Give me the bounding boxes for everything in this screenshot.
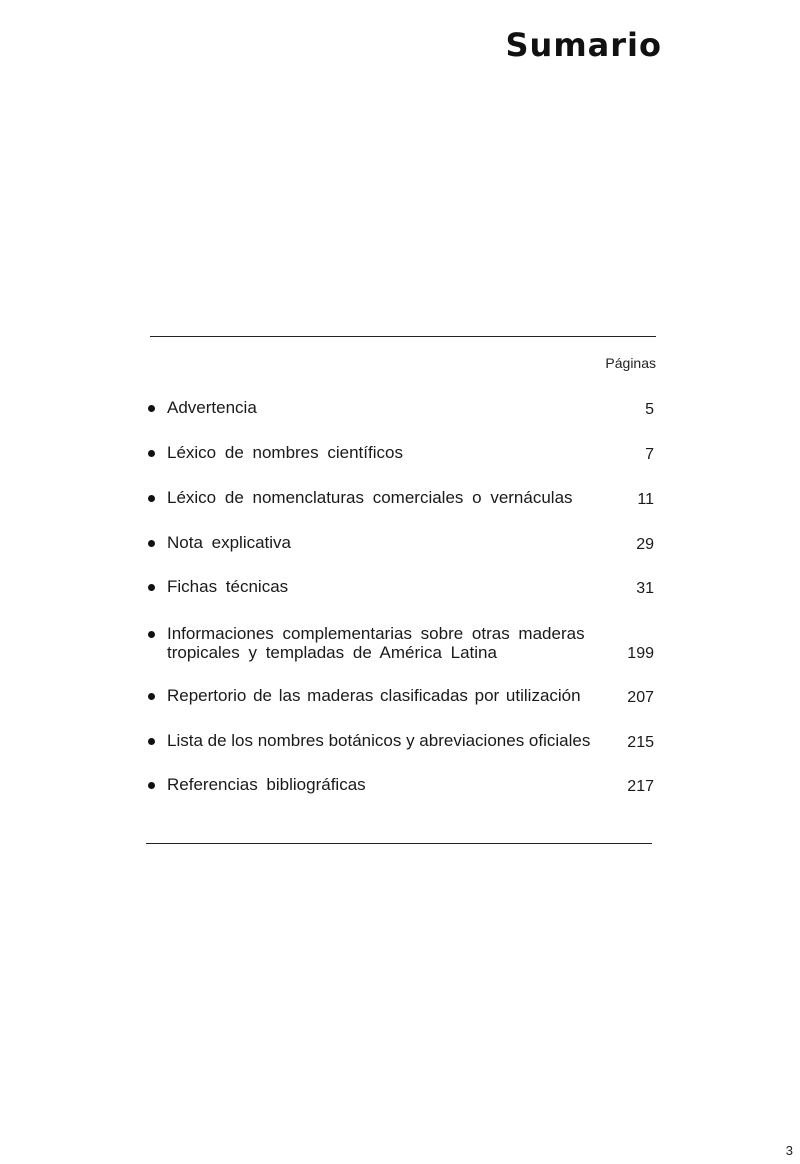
bullet-icon — [148, 405, 155, 412]
bullet-icon — [148, 540, 155, 547]
pages-column-header: Páginas — [605, 355, 656, 371]
toc-entry-page: 7 — [645, 446, 654, 463]
bullet-icon — [148, 738, 155, 745]
toc-entry-page: 215 — [627, 734, 654, 751]
bullet-icon — [148, 584, 155, 591]
bullet-icon — [148, 693, 155, 700]
bullet-icon — [148, 450, 155, 457]
toc-entry-title: Léxico de nomenclaturas comerciales o vernáculas — [167, 488, 573, 507]
top-divider — [150, 336, 656, 337]
bullet-icon — [148, 495, 155, 502]
toc-entry-title: Fichas técnicas — [167, 577, 289, 596]
toc-entry-page: 31 — [636, 580, 654, 597]
bullet-icon — [148, 631, 155, 638]
bottom-divider — [146, 843, 652, 844]
toc-entry-title: Advertencia — [167, 398, 257, 417]
toc-entry-page: 5 — [645, 401, 654, 418]
toc-entry-page: 199 — [627, 645, 654, 662]
toc-entry-page: 29 — [636, 536, 654, 553]
toc-entry-title: Nota explicativa — [167, 533, 292, 552]
page-title: Sumario — [505, 26, 662, 64]
toc-entry-title: Léxico de nombres científicos — [167, 443, 403, 462]
toc-entry-page: 11 — [637, 491, 654, 508]
toc-entry-page: 207 — [627, 689, 654, 706]
toc-entry-title: Informaciones complementarias sobre otras maderas tropicales y templadas de América Latina — [167, 624, 585, 662]
toc-entry-page: 217 — [627, 778, 654, 795]
toc-entry-title: Repertorio de las maderas clasificadas por utilización — [167, 686, 581, 705]
page-number: 3 — [785, 1143, 793, 1158]
toc-entry-title: Lista de los nombres botánicos y abreviaciones oficiales — [167, 731, 591, 750]
toc-entry-title: Referencias bibliográficas — [167, 775, 366, 794]
bullet-icon — [148, 782, 155, 789]
